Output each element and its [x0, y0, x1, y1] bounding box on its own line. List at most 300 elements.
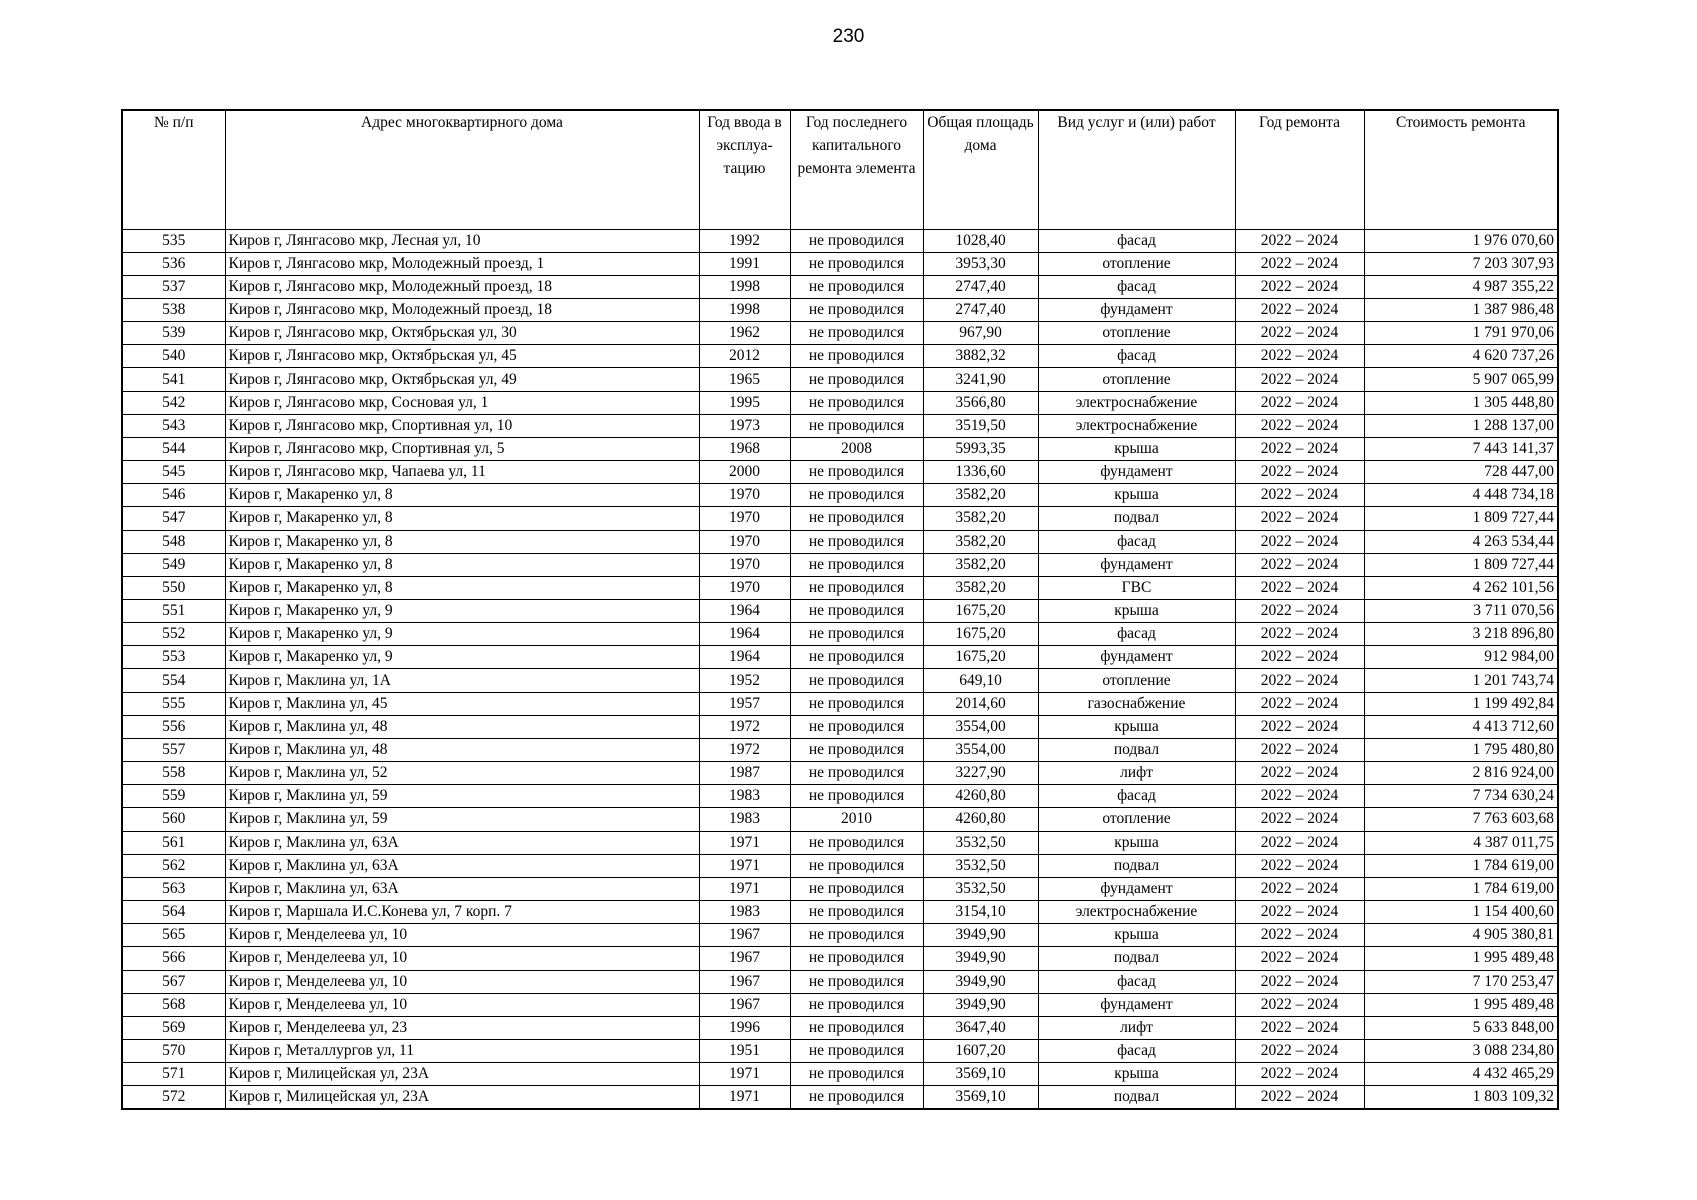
cell-address: Киров г, Макаренко ул, 8 — [225, 507, 699, 530]
table-row — [122, 738, 1558, 761]
cell-address: Киров г, Лянгасово мкр, Чапаева ул, 11 — [225, 461, 699, 484]
cell-cost: 1 784 619,00 — [1364, 854, 1558, 877]
cell-cost: 4 432 465,29 — [1364, 1063, 1558, 1086]
cell-area: 5993,35 — [923, 437, 1038, 460]
cell-repair-year: 2022 – 2024 — [1235, 715, 1364, 738]
cell-num: 551 — [122, 600, 225, 623]
cell-address: Киров г, Лянгасово мкр, Молодежный проезд, 1 — [225, 252, 699, 275]
cell-last-repair: не проводился — [790, 901, 923, 924]
cell-area: 3569,10 — [923, 1063, 1038, 1086]
cell-cost: 4 263 534,44 — [1364, 530, 1558, 553]
cell-year: 1962 — [699, 322, 790, 345]
cell-last-repair: не проводился — [790, 252, 923, 275]
cell-num: 537 — [122, 275, 225, 298]
cell-repair-year: 2022 – 2024 — [1235, 530, 1364, 553]
table-row — [122, 808, 1558, 831]
cell-cost: 7 763 603,68 — [1364, 808, 1558, 831]
cell-year: 1971 — [699, 854, 790, 877]
cell-cost: 1 288 137,00 — [1364, 414, 1558, 437]
cell-repair-year: 2022 – 2024 — [1235, 623, 1364, 646]
cell-year: 1964 — [699, 646, 790, 669]
cell-last-repair: не проводился — [790, 1086, 923, 1109]
cell-year: 1967 — [699, 947, 790, 970]
cell-repair-year: 2022 – 2024 — [1235, 345, 1364, 368]
header-cost: Стоимость ремонта — [1364, 110, 1558, 229]
cell-area: 3949,90 — [923, 993, 1038, 1016]
cell-work-type: лифт — [1038, 1016, 1235, 1039]
cell-address: Киров г, Макаренко ул, 9 — [225, 646, 699, 669]
cell-last-repair: не проводился — [790, 715, 923, 738]
cell-work-type: крыша — [1038, 924, 1235, 947]
cell-repair-year: 2022 – 2024 — [1235, 576, 1364, 599]
cell-last-repair: не проводился — [790, 576, 923, 599]
cell-work-type: фасад — [1038, 785, 1235, 808]
cell-year: 1964 — [699, 623, 790, 646]
cell-cost: 4 387 011,75 — [1364, 831, 1558, 854]
cell-work-type: фасад — [1038, 970, 1235, 993]
cell-year: 1951 — [699, 1039, 790, 1062]
cell-year: 1957 — [699, 692, 790, 715]
cell-repair-year: 2022 – 2024 — [1235, 924, 1364, 947]
cell-num: 561 — [122, 831, 225, 854]
table-row — [122, 924, 1558, 947]
cell-area: 3882,32 — [923, 345, 1038, 368]
cell-area: 2747,40 — [923, 298, 1038, 321]
cell-work-type: электроснабжение — [1038, 391, 1235, 414]
cell-last-repair: не проводился — [790, 831, 923, 854]
cell-repair-year: 2022 – 2024 — [1235, 1063, 1364, 1086]
cell-area: 3582,20 — [923, 484, 1038, 507]
cell-address: Киров г, Маклина ул, 59 — [225, 808, 699, 831]
cell-repair-year: 2022 – 2024 — [1235, 229, 1364, 252]
table-header-row — [122, 110, 1558, 229]
cell-address: Киров г, Лянгасово мкр, Октябрьская ул, 45 — [225, 345, 699, 368]
cell-num: 572 — [122, 1086, 225, 1109]
cell-year: 2012 — [699, 345, 790, 368]
cell-repair-year: 2022 – 2024 — [1235, 762, 1364, 785]
cell-num: 554 — [122, 669, 225, 692]
table-row — [122, 1086, 1558, 1109]
cell-repair-year: 2022 – 2024 — [1235, 437, 1364, 460]
cell-num: 564 — [122, 901, 225, 924]
cell-address: Киров г, Макаренко ул, 8 — [225, 553, 699, 576]
cell-num: 546 — [122, 484, 225, 507]
cell-num: 558 — [122, 762, 225, 785]
cell-cost: 4 262 101,56 — [1364, 576, 1558, 599]
cell-work-type: подвал — [1038, 507, 1235, 530]
cell-work-type: подвал — [1038, 1086, 1235, 1109]
cell-num: 545 — [122, 461, 225, 484]
cell-last-repair: не проводился — [790, 970, 923, 993]
cell-num: 557 — [122, 738, 225, 761]
cell-repair-year: 2022 – 2024 — [1235, 461, 1364, 484]
table-row — [122, 391, 1558, 414]
cell-year: 1991 — [699, 252, 790, 275]
cell-address: Киров г, Лянгасово мкр, Молодежный проезд, 18 — [225, 275, 699, 298]
cell-last-repair: не проводился — [790, 669, 923, 692]
cell-area: 3582,20 — [923, 507, 1038, 530]
cell-work-type: крыша — [1038, 437, 1235, 460]
cell-repair-year: 2022 – 2024 — [1235, 785, 1364, 808]
cell-last-repair: не проводился — [790, 484, 923, 507]
table-row — [122, 762, 1558, 785]
cell-year: 1971 — [699, 831, 790, 854]
cell-address: Киров г, Маклина ул, 52 — [225, 762, 699, 785]
cell-address: Киров г, Макаренко ул, 8 — [225, 530, 699, 553]
cell-last-repair: не проводился — [790, 854, 923, 877]
cell-last-repair: не проводился — [790, 345, 923, 368]
cell-num: 538 — [122, 298, 225, 321]
cell-address: Киров г, Менделеева ул, 10 — [225, 993, 699, 1016]
cell-work-type: крыша — [1038, 484, 1235, 507]
cell-area: 3582,20 — [923, 553, 1038, 576]
cell-cost: 7 170 253,47 — [1364, 970, 1558, 993]
header-works: Вид услуг и (или) работ — [1038, 110, 1235, 229]
cell-address: Киров г, Милицейская ул, 23А — [225, 1086, 699, 1109]
cell-year: 1970 — [699, 507, 790, 530]
cell-area: 3953,30 — [923, 252, 1038, 275]
cell-work-type: электроснабжение — [1038, 901, 1235, 924]
cell-cost: 3 088 234,80 — [1364, 1039, 1558, 1062]
cell-area: 3554,00 — [923, 715, 1038, 738]
cell-area: 3532,50 — [923, 831, 1038, 854]
cell-area: 3519,50 — [923, 414, 1038, 437]
table-row — [122, 1063, 1558, 1086]
cell-area: 1675,20 — [923, 623, 1038, 646]
cell-cost: 1 995 489,48 — [1364, 947, 1558, 970]
cell-work-type: фундамент — [1038, 877, 1235, 900]
cell-address: Киров г, Маклина ул, 48 — [225, 715, 699, 738]
cell-cost: 3 218 896,80 — [1364, 623, 1558, 646]
cell-cost: 7 443 141,37 — [1364, 437, 1558, 460]
cell-num: 552 — [122, 623, 225, 646]
cell-repair-year: 2022 – 2024 — [1235, 484, 1364, 507]
cell-num: 568 — [122, 993, 225, 1016]
cell-address: Киров г, Маклина ул, 1А — [225, 669, 699, 692]
cell-cost: 5 633 848,00 — [1364, 1016, 1558, 1039]
header-year: Год ввода в эксплуа-тацию — [699, 110, 790, 229]
table-row — [122, 947, 1558, 970]
cell-area: 1675,20 — [923, 600, 1038, 623]
table-row — [122, 692, 1558, 715]
cell-area: 3566,80 — [923, 391, 1038, 414]
cell-cost: 1 387 986,48 — [1364, 298, 1558, 321]
cell-work-type: подвал — [1038, 854, 1235, 877]
cell-year: 1983 — [699, 785, 790, 808]
cell-cost: 1 201 743,74 — [1364, 669, 1558, 692]
cell-repair-year: 2022 – 2024 — [1235, 692, 1364, 715]
cell-area: 3647,40 — [923, 1016, 1038, 1039]
cell-last-repair: не проводился — [790, 924, 923, 947]
cell-work-type: фасад — [1038, 530, 1235, 553]
cell-address: Киров г, Макаренко ул, 8 — [225, 484, 699, 507]
cell-address: Киров г, Лянгасово мкр, Спортивная ул, 5 — [225, 437, 699, 460]
cell-address: Киров г, Лянгасово мкр, Октябрьская ул, 49 — [225, 368, 699, 391]
cell-cost: 7 203 307,93 — [1364, 252, 1558, 275]
cell-cost: 1 154 400,60 — [1364, 901, 1558, 924]
cell-address: Киров г, Менделеева ул, 10 — [225, 924, 699, 947]
table-row — [122, 322, 1558, 345]
cell-work-type: электроснабжение — [1038, 414, 1235, 437]
cell-repair-year: 2022 – 2024 — [1235, 391, 1364, 414]
cell-year: 1970 — [699, 553, 790, 576]
cell-repair-year: 2022 – 2024 — [1235, 275, 1364, 298]
cell-num: 570 — [122, 1039, 225, 1062]
cell-num: 544 — [122, 437, 225, 460]
cell-cost: 1 791 970,06 — [1364, 322, 1558, 345]
cell-last-repair: не проводился — [790, 507, 923, 530]
cell-cost: 1 809 727,44 — [1364, 507, 1558, 530]
table-row — [122, 530, 1558, 553]
table-row — [122, 229, 1558, 252]
cell-year: 1996 — [699, 1016, 790, 1039]
cell-work-type: отопление — [1038, 252, 1235, 275]
cell-repair-year: 2022 – 2024 — [1235, 877, 1364, 900]
cell-last-repair: не проводился — [790, 414, 923, 437]
cell-last-repair: не проводился — [790, 553, 923, 576]
cell-address: Киров г, Менделеева ул, 10 — [225, 947, 699, 970]
cell-last-repair: не проводился — [790, 275, 923, 298]
cell-area: 2014,60 — [923, 692, 1038, 715]
cell-work-type: фасад — [1038, 229, 1235, 252]
cell-num: 562 — [122, 854, 225, 877]
header-repair-year: Год ремонта — [1235, 110, 1364, 229]
cell-repair-year: 2022 – 2024 — [1235, 368, 1364, 391]
cell-year: 1972 — [699, 715, 790, 738]
cell-year: 1967 — [699, 970, 790, 993]
cell-area: 3532,50 — [923, 877, 1038, 900]
cell-address: Киров г, Менделеева ул, 23 — [225, 1016, 699, 1039]
cell-year: 2000 — [699, 461, 790, 484]
cell-address: Киров г, Макаренко ул, 9 — [225, 623, 699, 646]
table-row — [122, 437, 1558, 460]
cell-area: 3154,10 — [923, 901, 1038, 924]
cell-last-repair: не проводился — [790, 322, 923, 345]
cell-cost: 7 734 630,24 — [1364, 785, 1558, 808]
cell-cost: 1 795 480,80 — [1364, 738, 1558, 761]
cell-work-type: ГВС — [1038, 576, 1235, 599]
cell-num: 540 — [122, 345, 225, 368]
table-row — [122, 484, 1558, 507]
cell-repair-year: 2022 – 2024 — [1235, 1086, 1364, 1109]
header-area: Общая площадь дома — [923, 110, 1038, 229]
cell-address: Киров г, Маклина ул, 63А — [225, 877, 699, 900]
cell-last-repair: не проводился — [790, 1063, 923, 1086]
cell-repair-year: 2022 – 2024 — [1235, 414, 1364, 437]
cell-last-repair: не проводился — [790, 1039, 923, 1062]
cell-year: 1968 — [699, 437, 790, 460]
cell-cost: 1 784 619,00 — [1364, 877, 1558, 900]
cell-num: 563 — [122, 877, 225, 900]
cell-area: 3241,90 — [923, 368, 1038, 391]
cell-area: 3554,00 — [923, 738, 1038, 761]
cell-work-type: газоснабжение — [1038, 692, 1235, 715]
table-row — [122, 461, 1558, 484]
cell-last-repair: не проводился — [790, 993, 923, 1016]
cell-cost: 2 816 924,00 — [1364, 762, 1558, 785]
cell-cost: 4 987 355,22 — [1364, 275, 1558, 298]
table-row — [122, 507, 1558, 530]
table-row — [122, 576, 1558, 599]
table-row — [122, 368, 1558, 391]
cell-cost: 1 995 489,48 — [1364, 993, 1558, 1016]
cell-cost: 728 447,00 — [1364, 461, 1558, 484]
cell-year: 1965 — [699, 368, 790, 391]
cell-num: 547 — [122, 507, 225, 530]
cell-work-type: лифт — [1038, 762, 1235, 785]
cell-cost: 1 803 109,32 — [1364, 1086, 1558, 1109]
cell-repair-year: 2022 – 2024 — [1235, 252, 1364, 275]
cell-area: 3227,90 — [923, 762, 1038, 785]
cell-repair-year: 2022 – 2024 — [1235, 669, 1364, 692]
cell-year: 1983 — [699, 808, 790, 831]
cell-repair-year: 2022 – 2024 — [1235, 901, 1364, 924]
table-row — [122, 252, 1558, 275]
cell-cost: 4 905 380,81 — [1364, 924, 1558, 947]
cell-num: 536 — [122, 252, 225, 275]
cell-address: Киров г, Макаренко ул, 8 — [225, 576, 699, 599]
cell-area: 2747,40 — [923, 275, 1038, 298]
cell-address: Киров г, Лянгасово мкр, Спортивная ул, 10 — [225, 414, 699, 437]
cell-last-repair: не проводился — [790, 738, 923, 761]
cell-num: 569 — [122, 1016, 225, 1039]
cell-area: 3949,90 — [923, 947, 1038, 970]
cell-last-repair: не проводился — [790, 600, 923, 623]
cell-work-type: подвал — [1038, 947, 1235, 970]
cell-year: 1995 — [699, 391, 790, 414]
cell-cost: 5 907 065,99 — [1364, 368, 1558, 391]
cell-repair-year: 2022 – 2024 — [1235, 970, 1364, 993]
table-row — [122, 669, 1558, 692]
cell-last-repair: не проводился — [790, 298, 923, 321]
cell-last-repair: не проводился — [790, 692, 923, 715]
cell-year: 1970 — [699, 484, 790, 507]
cell-last-repair: не проводился — [790, 391, 923, 414]
cell-area: 1336,60 — [923, 461, 1038, 484]
cell-last-repair: не проводился — [790, 762, 923, 785]
cell-repair-year: 2022 – 2024 — [1235, 993, 1364, 1016]
table-row — [122, 600, 1558, 623]
cell-last-repair: не проводился — [790, 1016, 923, 1039]
cell-num: 553 — [122, 646, 225, 669]
cell-cost: 1 199 492,84 — [1364, 692, 1558, 715]
table-row — [122, 785, 1558, 808]
cell-address: Киров г, Лянгасово мкр, Лесная ул, 10 — [225, 229, 699, 252]
cell-year: 1987 — [699, 762, 790, 785]
cell-repair-year: 2022 – 2024 — [1235, 831, 1364, 854]
cell-address: Киров г, Лянгасово мкр, Октябрьская ул, 30 — [225, 322, 699, 345]
cell-last-repair: не проводился — [790, 229, 923, 252]
cell-address: Киров г, Маклина ул, 59 — [225, 785, 699, 808]
cell-year: 1971 — [699, 1086, 790, 1109]
header-address: Адрес многоквартирного дома — [225, 110, 699, 229]
cell-work-type: подвал — [1038, 738, 1235, 761]
cell-work-type: крыша — [1038, 600, 1235, 623]
cell-area: 967,90 — [923, 322, 1038, 345]
cell-work-type: фундамент — [1038, 553, 1235, 576]
cell-repair-year: 2022 – 2024 — [1235, 553, 1364, 576]
cell-address: Киров г, Маклина ул, 48 — [225, 738, 699, 761]
cell-work-type: фасад — [1038, 275, 1235, 298]
cell-num: 555 — [122, 692, 225, 715]
cell-area: 1607,20 — [923, 1039, 1038, 1062]
cell-repair-year: 2022 – 2024 — [1235, 1016, 1364, 1039]
cell-address: Киров г, Маклина ул, 63А — [225, 854, 699, 877]
cell-work-type: отопление — [1038, 669, 1235, 692]
cell-num: 560 — [122, 808, 225, 831]
cell-year: 1983 — [699, 901, 790, 924]
cell-year: 1992 — [699, 229, 790, 252]
cell-repair-year: 2022 – 2024 — [1235, 298, 1364, 321]
cell-address: Киров г, Менделеева ул, 10 — [225, 970, 699, 993]
cell-address: Киров г, Маклина ул, 63А — [225, 831, 699, 854]
cell-num: 548 — [122, 530, 225, 553]
cell-work-type: фасад — [1038, 345, 1235, 368]
table-row — [122, 623, 1558, 646]
cell-repair-year: 2022 – 2024 — [1235, 322, 1364, 345]
cell-area: 3569,10 — [923, 1086, 1038, 1109]
cell-year: 1972 — [699, 738, 790, 761]
cell-cost: 1 305 448,80 — [1364, 391, 1558, 414]
cell-area: 3949,90 — [923, 970, 1038, 993]
cell-year: 1998 — [699, 298, 790, 321]
cell-area: 4260,80 — [923, 785, 1038, 808]
cell-repair-year: 2022 – 2024 — [1235, 1039, 1364, 1062]
cell-num: 571 — [122, 1063, 225, 1086]
cell-work-type: фундамент — [1038, 993, 1235, 1016]
repair-table — [121, 109, 1559, 1110]
cell-cost: 4 448 734,18 — [1364, 484, 1558, 507]
cell-num: 550 — [122, 576, 225, 599]
cell-area: 3949,90 — [923, 924, 1038, 947]
cell-last-repair: 2010 — [790, 808, 923, 831]
cell-num: 541 — [122, 368, 225, 391]
cell-address: Киров г, Маршала И.С.Конева ул, 7 корп. 7 — [225, 901, 699, 924]
cell-address: Киров г, Лянгасово мкр, Сосновая ул, 1 — [225, 391, 699, 414]
cell-area: 4260,80 — [923, 808, 1038, 831]
table-row — [122, 414, 1558, 437]
cell-year: 1967 — [699, 924, 790, 947]
cell-last-repair: не проводился — [790, 623, 923, 646]
cell-address: Киров г, Маклина ул, 45 — [225, 692, 699, 715]
table-row — [122, 646, 1558, 669]
cell-work-type: фундамент — [1038, 461, 1235, 484]
table-row — [122, 993, 1558, 1016]
table-row — [122, 831, 1558, 854]
cell-num: 542 — [122, 391, 225, 414]
cell-num: 559 — [122, 785, 225, 808]
table-row — [122, 345, 1558, 368]
cell-work-type: крыша — [1038, 715, 1235, 738]
cell-last-repair: не проводился — [790, 947, 923, 970]
table-row — [122, 1039, 1558, 1062]
cell-repair-year: 2022 – 2024 — [1235, 947, 1364, 970]
cell-work-type: отопление — [1038, 368, 1235, 391]
cell-area: 1028,40 — [923, 229, 1038, 252]
cell-year: 1964 — [699, 600, 790, 623]
cell-work-type: фасад — [1038, 623, 1235, 646]
cell-num: 567 — [122, 970, 225, 993]
cell-last-repair: 2008 — [790, 437, 923, 460]
cell-cost: 3 711 070,56 — [1364, 600, 1558, 623]
cell-year: 1970 — [699, 530, 790, 553]
cell-area: 3582,20 — [923, 576, 1038, 599]
cell-cost: 912 984,00 — [1364, 646, 1558, 669]
cell-num: 535 — [122, 229, 225, 252]
cell-work-type: крыша — [1038, 1063, 1235, 1086]
cell-address: Киров г, Милицейская ул, 23А — [225, 1063, 699, 1086]
cell-last-repair: не проводился — [790, 530, 923, 553]
